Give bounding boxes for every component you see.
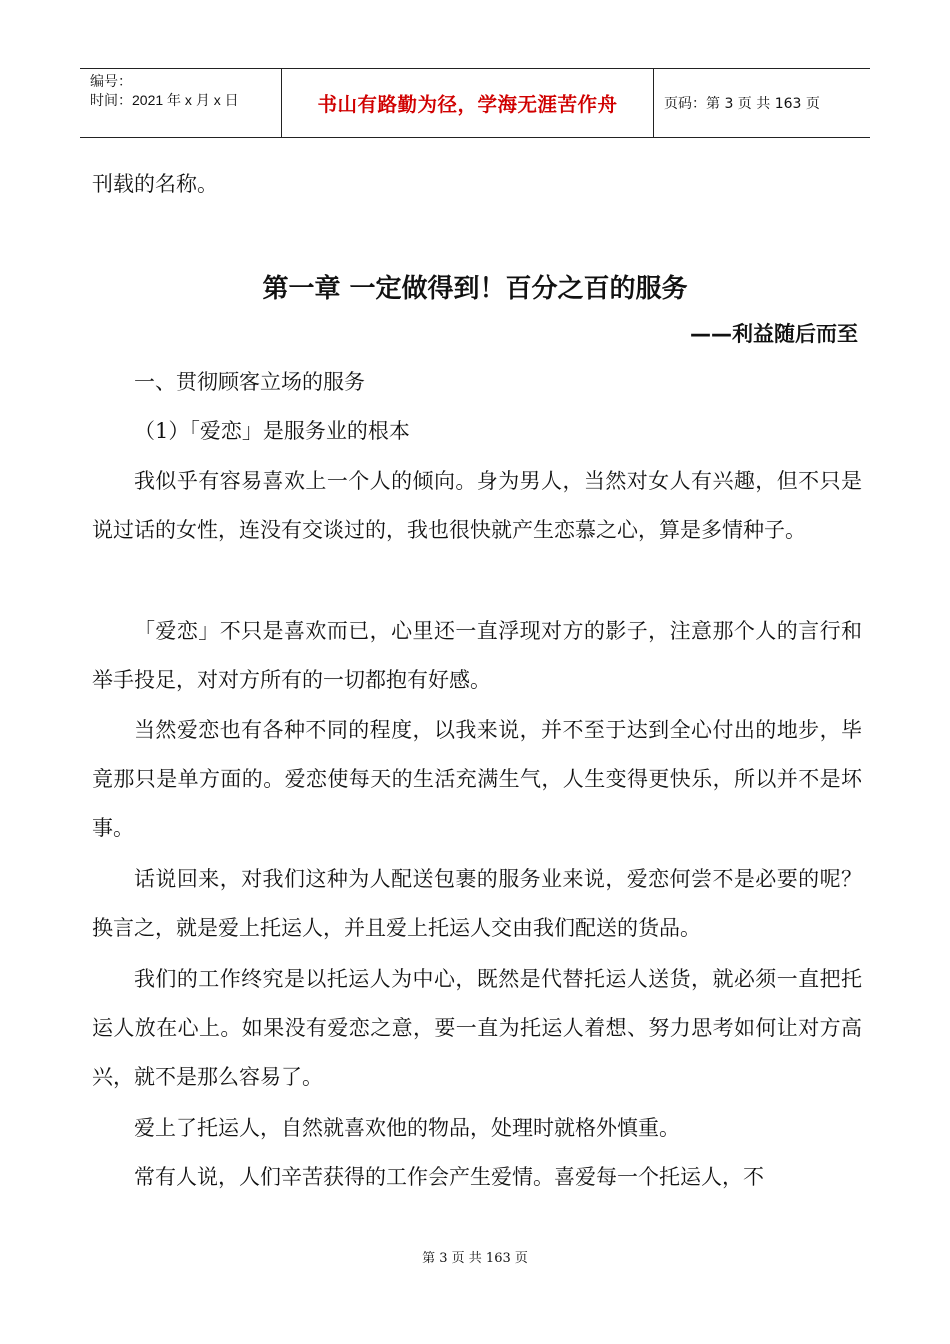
page-footer: 第 3 页 共 163 页 [422, 1251, 528, 1266]
paragraph: 常有人说，人们辛苦获得的工作会产生爱情。喜爱每一个托运人，不 [134, 1165, 764, 1189]
header-page-info: 页码：第 3 页 共 163 页 [664, 96, 820, 112]
header-meta [80, 69, 282, 137]
header-id-label: 编号： [90, 73, 132, 89]
paragraph: 「爱恋」不只是喜欢而已，心里还一直浮现对方的影子，注意那个人的言行和举手投足，对对方所有的一切都抱有好感。 [92, 619, 862, 692]
paragraph: 我们的工作终究是以托运人为中心，既然是代替托运人送货，就必须一直把托运人放在心上。如果没有爱恋之意，要一直为托运人着想、努力思考如何让对方高兴，就不是那么容易了。 [92, 967, 862, 1089]
paragraph: 爱上了托运人，自然就喜欢他的物品，处理时就格外慎重。 [134, 1116, 680, 1140]
chapter-title: 第一章 一定做得到！百分之百的服务 [262, 274, 688, 304]
subsection-heading: （1）「爱恋」是服务业的根本 [134, 419, 410, 443]
chapter-subtitle: ——利益随后而至 [690, 322, 858, 346]
section-heading: 一、贯彻顾客立场的服务 [134, 370, 365, 394]
header-motto: 书山有路勤为径，学海无涯苦作舟 [317, 93, 618, 116]
paragraph: 当然爱恋也有各种不同的程度，以我来说，并不至于达到全心付出的地步，毕竟那只是单方面的。爱恋使每天的生活充满生气，人生变得更快乐，所以并不是坏事。 [92, 718, 862, 840]
page-header [80, 68, 870, 138]
paragraph: 我似乎有容易喜欢上一个人的倾向。身为男人，当然对女人有兴趣，但不只是说过话的女性，连没有交谈过的，我也很快就产生恋慕之心，算是多情种子。 [92, 469, 862, 542]
header-motto-cell [282, 69, 654, 137]
carryover-text: 刊载的名称。 [92, 172, 218, 196]
header-time-label: 时间：2021 年 x 月 x 日 [90, 92, 239, 108]
paragraph: 话说回来，对我们这种为人配送包裹的服务业来说，爱恋何尝不是必要的呢？换言之，就是爱上托运人，并且爱上托运人交由我们配送的货品。 [92, 867, 862, 940]
header-page-info-cell [654, 69, 870, 137]
